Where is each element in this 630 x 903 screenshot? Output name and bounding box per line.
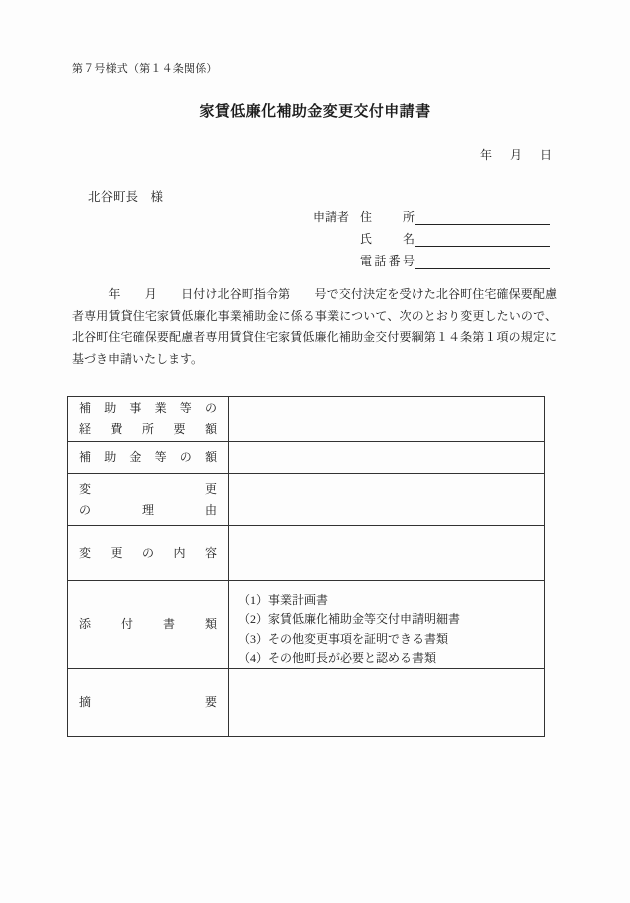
subsidy-amount-label-cell: [68, 442, 229, 474]
row-label-line: 変 更: [79, 481, 217, 496]
phone-fill-line[interactable]: [415, 246, 550, 269]
name-fill-line[interactable]: [415, 224, 550, 247]
phone-label: 電話番号: [360, 254, 415, 268]
applicant-block: [313, 203, 550, 269]
body-line: 基づき申請いたします。: [72, 351, 204, 366]
attachment-list: [229, 581, 544, 668]
applicant-phone-row: [313, 247, 550, 269]
change-application-table: [67, 396, 545, 737]
page-title: 家賃低廉化補助金変更交付申請書: [199, 104, 431, 120]
subsidy-amount-value-cell[interactable]: [229, 442, 545, 474]
attachment-item: （4）その他町長が必要と認める書類: [238, 650, 437, 665]
remarks-label-cell: [68, 669, 229, 737]
attachment-item: （1）事業計画書: [238, 593, 329, 607]
remarks-value-cell[interactable]: [229, 669, 545, 737]
name-label: 氏 名: [360, 232, 415, 246]
row-label-line: 変 更 の 内 容: [79, 545, 217, 560]
table-row-change-reason: [68, 474, 545, 526]
row-label-line: の 理 由: [79, 502, 217, 517]
change-content-label-cell: [68, 526, 229, 581]
body-line: 年 月 日付け北谷町指令第 号で交付決定を受けた北谷町住宅確保要配慮: [72, 287, 557, 301]
table-row-remarks: [68, 669, 545, 737]
table-row-expense: [68, 397, 545, 442]
change-reason-label-cell: [68, 474, 229, 526]
table-row-subsidy-amount: [68, 442, 545, 474]
applicant-name-row: [313, 225, 550, 247]
expense-label-cell: [68, 397, 229, 442]
body-line: 北谷町住宅確保要配慮者専用賃貸住宅家賃低廉化補助金交付要綱第１４条第１項の規定に: [72, 330, 557, 344]
attachment-item: （2）家賃低廉化補助金等交付申請明細書: [238, 612, 461, 627]
expense-value-cell[interactable]: [229, 397, 545, 442]
row-label-line: 添 付 書 類: [79, 617, 217, 632]
attachments-value-cell: [229, 581, 545, 669]
change-content-value-cell[interactable]: [229, 526, 545, 581]
body-paragraph: [72, 284, 557, 370]
form-number: 第７号様式（第１４条関係）: [72, 63, 218, 75]
table-row-change-content: [68, 526, 545, 581]
change-reason-value-cell[interactable]: [229, 474, 545, 526]
attachment-item: （3）その他変更事項を証明できる書類: [238, 631, 449, 646]
row-label-line: 補 助 金 等 の 額: [79, 450, 217, 464]
address-label: 住 所: [360, 210, 415, 224]
table-row-attachments: [68, 581, 545, 669]
addressee: 北谷町長 様: [88, 190, 164, 204]
date-line: 年 月 日: [479, 148, 555, 162]
row-label-line: 経 費 所 要 額: [79, 422, 217, 436]
applicant-prefix: 申請者: [313, 210, 350, 224]
applicant-address-row: [313, 203, 550, 225]
body-line: 者専用賃貸住宅家賃低廉化事業補助金に係る事業について、次のとおり変更したいので、: [72, 308, 557, 323]
row-label-line: 摘 要: [79, 695, 217, 710]
row-label-line: 補 助 事 業 等 の: [79, 401, 217, 415]
attachments-label-cell: [68, 581, 229, 669]
address-fill-line[interactable]: [415, 202, 550, 225]
